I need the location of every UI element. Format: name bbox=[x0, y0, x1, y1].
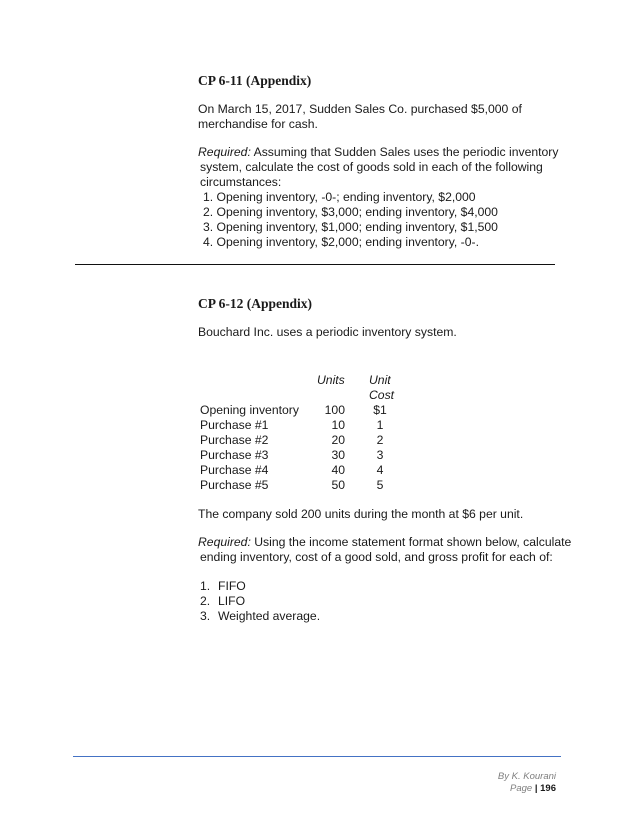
method-text: FIFO bbox=[218, 579, 246, 593]
cp611-required-label: Required: bbox=[198, 145, 251, 159]
cp612-intro: Bouchard Inc. uses a periodic inventory system. bbox=[198, 325, 457, 339]
table-header-unit-cost-line1: Unit bbox=[369, 373, 391, 387]
cp612-required-line1 bbox=[198, 535, 571, 550]
cp612-required-line2: ending inventory, cost of a good sold, and gross profit for each of: bbox=[200, 550, 553, 564]
row-cost: $1 bbox=[373, 403, 387, 417]
cp611-intro-line2: merchandise for cash. bbox=[198, 117, 318, 131]
table-header-units: Units bbox=[317, 373, 345, 387]
row-units: 10 bbox=[331, 418, 345, 432]
footer-page-label: Page bbox=[510, 783, 533, 794]
row-label: Purchase #5 bbox=[200, 478, 269, 492]
row-label: Purchase #2 bbox=[200, 433, 269, 447]
cp612-required-text1: Using the income statement format shown below, calculate bbox=[250, 535, 572, 549]
method-text: LIFO bbox=[218, 594, 246, 608]
cp611-heading: CP 6-11 (Appendix) bbox=[198, 73, 312, 88]
method-number: 2. bbox=[200, 594, 211, 608]
row-label: Purchase #1 bbox=[200, 418, 269, 432]
table-header-unit-cost-line2: Cost bbox=[369, 388, 395, 402]
row-units: 50 bbox=[331, 478, 345, 492]
footer-page-number: 196 bbox=[540, 783, 556, 794]
cp611-item: 4. Opening inventory, $2,000; ending inventory, -0-. bbox=[203, 235, 479, 249]
footer-rule bbox=[73, 756, 561, 757]
row-label: Purchase #4 bbox=[200, 463, 269, 477]
row-label: Purchase #3 bbox=[200, 448, 269, 462]
cp612-sold-text: The company sold 200 units during the month at $6 per unit. bbox=[198, 507, 524, 521]
row-units: 30 bbox=[331, 448, 345, 462]
row-label: Opening inventory bbox=[200, 403, 299, 417]
footer-separator: | bbox=[532, 783, 541, 794]
cp611-required-line3: circumstances: bbox=[200, 175, 282, 189]
row-cost: 2 bbox=[376, 433, 384, 447]
cp611-item: 3. Opening inventory, $1,000; ending inventory, $1,500 bbox=[203, 220, 498, 234]
method-number: 1. bbox=[200, 579, 211, 593]
row-cost: 5 bbox=[376, 478, 384, 492]
method-text: Weighted average. bbox=[218, 609, 321, 623]
cp611-intro-line1: On March 15, 2017, Sudden Sales Co. purchased $5,000 of bbox=[198, 102, 522, 116]
section-divider bbox=[75, 264, 555, 265]
cp611-required-line1 bbox=[198, 145, 558, 160]
cp611-required-line2: system, calculate the cost of goods sold in each of the following bbox=[200, 160, 543, 174]
row-units: 100 bbox=[324, 403, 345, 417]
method-number: 3. bbox=[200, 609, 211, 623]
row-cost: 3 bbox=[376, 448, 384, 462]
footer-author: By K. Kourani bbox=[497, 771, 556, 782]
row-units: 20 bbox=[331, 433, 345, 447]
cp612-heading: CP 6-12 (Appendix) bbox=[198, 296, 313, 311]
row-cost: 4 bbox=[376, 463, 384, 477]
row-units: 40 bbox=[331, 463, 345, 477]
cp611-item: 1. Opening inventory, -0-; ending inventory, $2,000 bbox=[203, 190, 476, 204]
row-cost: 1 bbox=[376, 418, 384, 432]
footer-page bbox=[510, 783, 556, 795]
cp611-item: 2. Opening inventory, $3,000; ending inventory, $4,000 bbox=[203, 205, 498, 219]
cp611-required-text1: Assuming that Sudden Sales uses the periodic inventory bbox=[250, 145, 559, 159]
cp612-required-label: Required: bbox=[198, 535, 251, 549]
